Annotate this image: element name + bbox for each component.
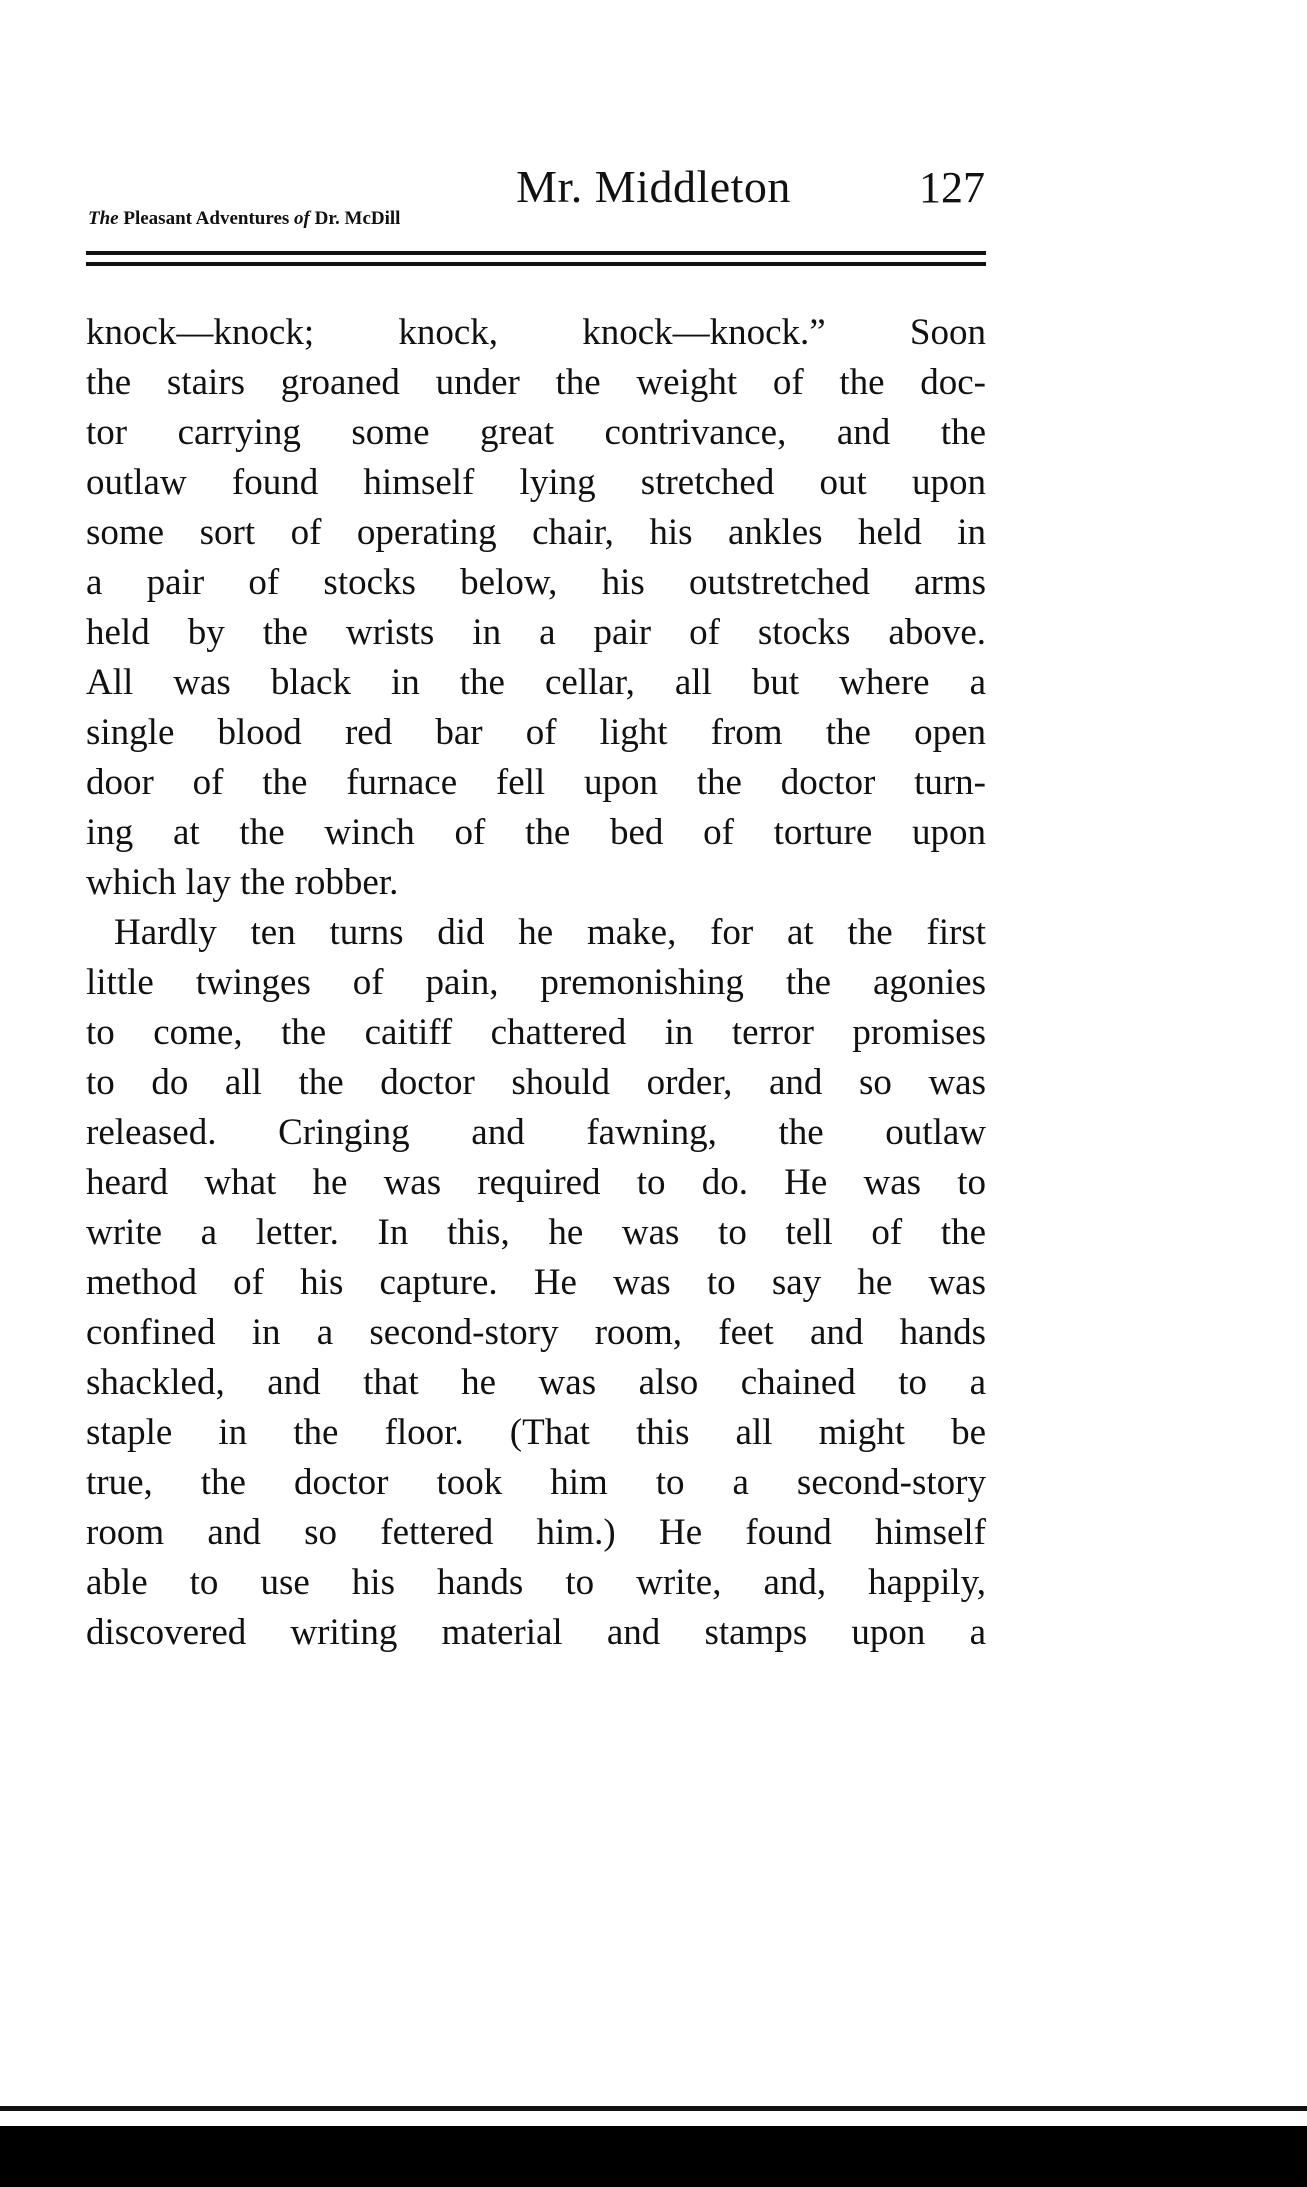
text-line: little twinges of pain, premonishing the agonies	[86, 962, 986, 1003]
text-line: the stairs groaned under the weight of the doc-	[86, 362, 986, 403]
text-line: true, the doctor took him to a second-story	[86, 1462, 986, 1503]
text-line: door of the furnace fell upon the doctor turn-	[86, 762, 986, 803]
running-title: Mr. Middleton	[516, 161, 791, 212]
scan-border	[0, 2126, 1307, 2187]
text-line: shackled, and that he was also chained to a	[86, 1362, 986, 1403]
text-line: heard what he was required to do. He was to	[86, 1162, 986, 1203]
page-number: 127	[919, 163, 985, 212]
header-rule-top	[86, 251, 986, 255]
text-line: method of his capture. He was to say he was	[86, 1262, 986, 1303]
book-title	[88, 208, 400, 230]
text-line: All was black in the cellar, all but where a	[86, 662, 986, 703]
book-title-main: Pleasant Adventures	[123, 208, 290, 229]
book-title-of: of	[294, 208, 310, 229]
text-line: Hardly ten turns did he make, for at the first	[114, 912, 986, 953]
book-title-end: Dr. McDill	[314, 208, 401, 229]
text-line: held by the wrists in a pair of stocks above.	[86, 612, 986, 653]
text-line: staple in the floor. (That this all might be	[86, 1412, 986, 1453]
text-line: a pair of stocks below, his outstretched arms	[86, 562, 986, 603]
text-line: room and so fettered him.) He found himself	[86, 1512, 986, 1553]
body-text	[86, 308, 986, 1658]
page-edge-line	[0, 2106, 1307, 2111]
header-rule-bottom	[86, 262, 986, 266]
text-line: discovered writing material and stamps upon a	[86, 1612, 986, 1653]
text-line: write a letter. In this, he was to tell of the	[86, 1212, 986, 1253]
text-line: which lay the robber.	[86, 862, 399, 903]
text-line: released. Cringing and fawning, the outlaw	[86, 1112, 986, 1153]
text-line: tor carrying some great contrivance, and the	[86, 412, 986, 453]
text-line: ing at the winch of the bed of torture upon	[86, 812, 986, 853]
text-line: confined in a second-story room, feet and hands	[86, 1312, 986, 1353]
text-line: to do all the doctor should order, and so was	[86, 1062, 986, 1103]
book-title-the: The	[88, 208, 119, 229]
text-line: knock—knock; knock, knock—knock.” Soon	[86, 312, 986, 353]
text-line: single blood red bar of light from the open	[86, 712, 986, 753]
text-line: to come, the caitiff chattered in terror promises	[86, 1012, 986, 1053]
text-line: able to use his hands to write, and, happily,	[86, 1562, 986, 1603]
text-line: some sort of operating chair, his ankles held in	[86, 512, 986, 553]
text-line: outlaw found himself lying stretched out upon	[86, 462, 986, 503]
